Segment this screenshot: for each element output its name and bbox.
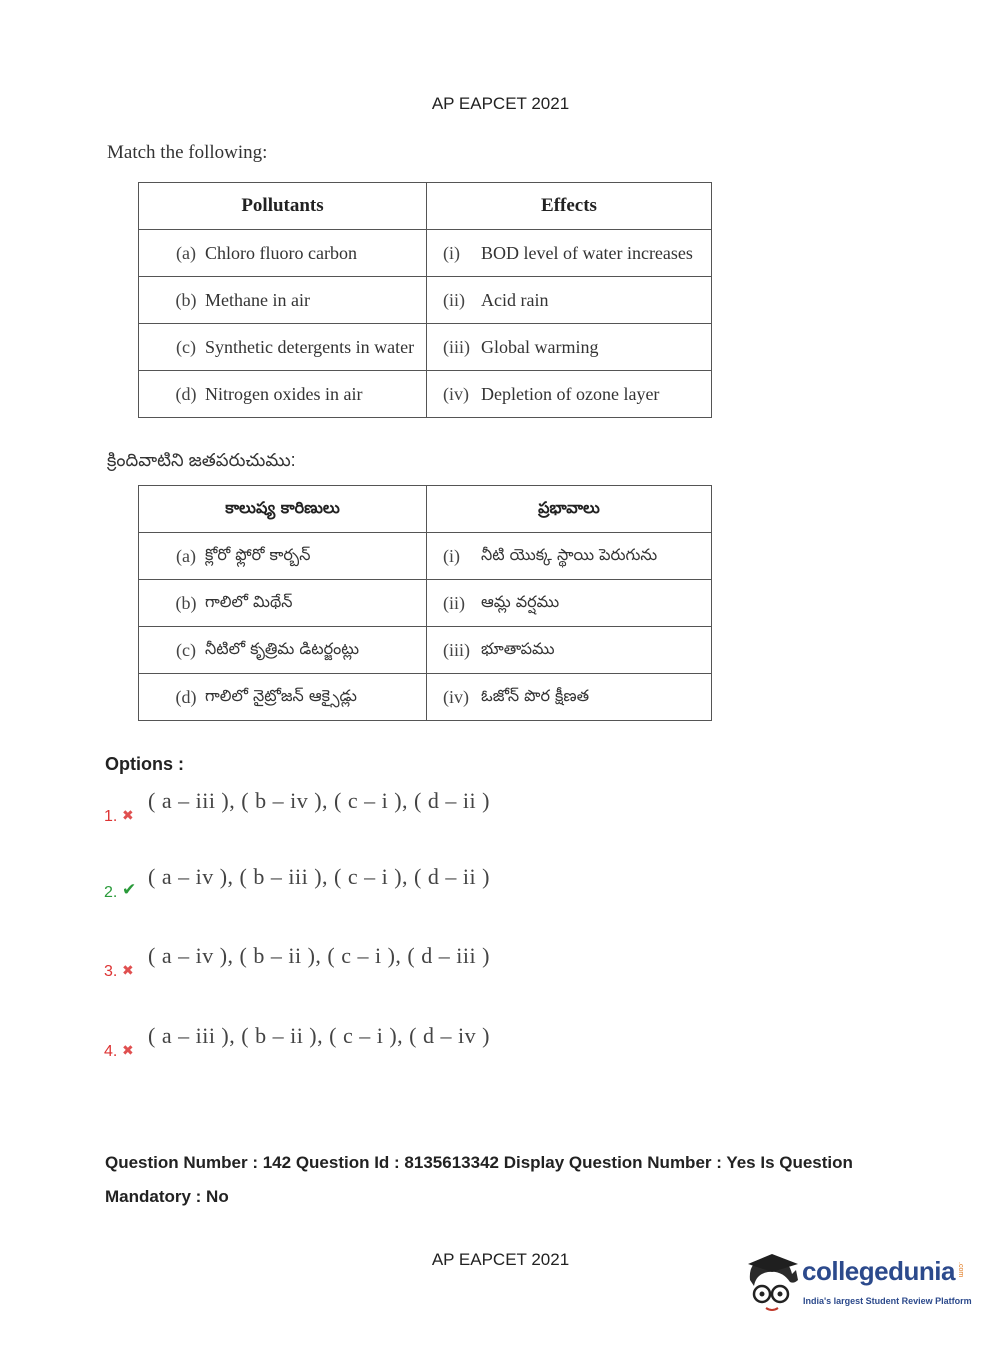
logo-tagline: India's largest Student Review Platform xyxy=(803,1296,972,1306)
mascot-icon xyxy=(742,1250,802,1316)
option-number: 3. xyxy=(104,963,118,980)
page-header: AP EAPCET 2021 xyxy=(431,94,570,113)
row-label: (c) xyxy=(176,336,196,357)
question-meta-line-2: Mandatory : No xyxy=(105,1187,229,1206)
row-text: Chloro fluoro carbon xyxy=(205,242,357,263)
option-1[interactable] xyxy=(104,788,490,826)
row-text: క్లోరో ఫ్లోరో కార్బన్ xyxy=(205,544,311,564)
row-label: (iv) xyxy=(443,383,469,404)
table-row xyxy=(139,324,712,371)
question-meta-line-1: Question Number : 142 Question Id : 8135613342 Display Question Number : Yes Is Question xyxy=(105,1153,853,1172)
row-text: నీటి యొక్క స్థాయి పెరుగును xyxy=(481,544,658,564)
col-header-effects-te: ప్రభావాలు xyxy=(427,486,712,533)
option-text: ( a – iii ), ( b – ii ), ( c – i ), ( d – iv ) xyxy=(148,1023,490,1048)
options-heading: Options : xyxy=(105,754,184,774)
row-text: నీటిలో కృత్రిమ డిటర్జంట్లు xyxy=(205,638,360,658)
row-label: (ii) xyxy=(443,592,465,613)
row-text: Global warming xyxy=(481,336,599,357)
row-text: ఓజోన్ పొర క్షీణత xyxy=(481,685,590,705)
col-header-effects: Effects xyxy=(427,183,712,230)
option-text: ( a – iv ), ( b – ii ), ( c – i ), ( d – iii ) xyxy=(148,943,490,968)
row-text: గాలిలో నైట్రోజన్ ఆక్సైడ్లు xyxy=(205,685,357,705)
row-text: Nitrogen oxides in air xyxy=(205,383,363,404)
question-prompt-en: Match the following: xyxy=(107,142,268,163)
row-label: (i) xyxy=(443,242,460,263)
match-table-en xyxy=(138,182,712,418)
page-footer: AP EAPCET 2021 xyxy=(431,1250,570,1269)
table-row xyxy=(139,371,712,418)
row-text: Synthetic detergents in water xyxy=(205,336,415,357)
table-row xyxy=(139,674,712,721)
logo-wordmark: collegedunia xyxy=(802,1256,955,1286)
question-meta xyxy=(105,1146,925,1214)
col-header-pollutants-te: కాలుష్య కారిణులు xyxy=(139,486,427,533)
row-label: (c) xyxy=(176,639,196,660)
option-text: ( a – iii ), ( b – iv ), ( c – i ), ( d – ii ) xyxy=(148,788,490,813)
option-2[interactable] xyxy=(104,864,490,902)
option-number: 1. xyxy=(104,808,118,825)
row-label: (d) xyxy=(175,383,197,404)
table-row xyxy=(139,533,712,580)
row-label: (ii) xyxy=(443,289,465,310)
table-row xyxy=(139,580,712,627)
col-header-pollutants: Pollutants xyxy=(139,183,427,230)
match-table-te xyxy=(138,485,712,721)
row-label: (d) xyxy=(175,686,197,707)
row-text: BOD level of water increases xyxy=(481,242,693,263)
row-label: (iv) xyxy=(443,686,469,707)
check-icon: ✔ xyxy=(122,880,137,899)
row-label: (b) xyxy=(175,592,197,613)
row-text: Depletion of ozone layer xyxy=(481,383,660,404)
option-3[interactable] xyxy=(104,943,490,981)
row-text: Acid rain xyxy=(481,289,549,310)
option-text: ( a – iv ), ( b – iii ), ( c – i ), ( d – ii ) xyxy=(148,864,490,889)
row-text: ఆమ్ల వర్షము xyxy=(481,591,560,611)
option-4[interactable] xyxy=(104,1023,490,1061)
row-label: (i) xyxy=(443,545,460,566)
row-text: Methane in air xyxy=(205,289,310,310)
row-text: భూతాపము xyxy=(481,638,555,658)
collegedunia-logo[interactable] xyxy=(742,1250,972,1320)
table-row xyxy=(139,230,712,277)
row-text: గాలిలో మిథేన్ xyxy=(205,591,293,611)
row-label: (a) xyxy=(176,545,196,566)
table-row xyxy=(139,627,712,674)
row-label: (b) xyxy=(175,289,197,310)
cross-icon: ✖ xyxy=(122,962,134,978)
row-label: (a) xyxy=(176,242,196,263)
option-number: 2. xyxy=(104,884,118,901)
logo-suffix: .com xyxy=(957,1262,964,1278)
table-row xyxy=(139,277,712,324)
cross-icon: ✖ xyxy=(122,1042,134,1058)
row-label: (iii) xyxy=(443,336,470,357)
row-label: (iii) xyxy=(443,639,470,660)
option-number: 4. xyxy=(104,1043,118,1060)
cross-icon: ✖ xyxy=(122,807,134,823)
question-prompt-te: క్రిందివాటిని జతపరుచుము: xyxy=(107,450,296,470)
